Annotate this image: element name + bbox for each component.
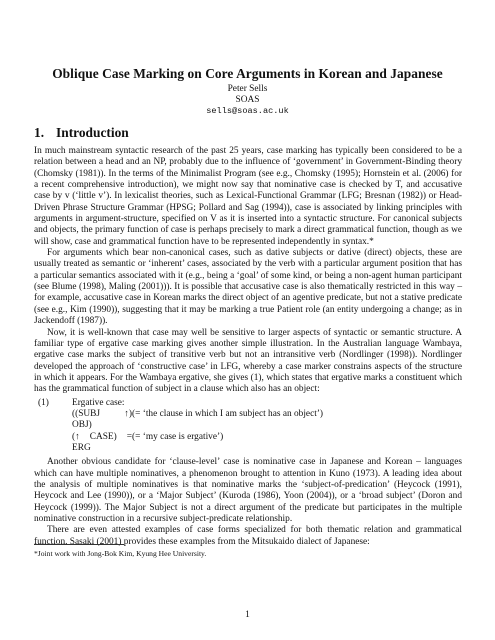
footnote-rule bbox=[34, 544, 124, 545]
author-email: sells@soas.ac.uk bbox=[206, 106, 289, 116]
paragraph: For arguments which bear non-canonical cases, such as dative subjects or dative (direct) objects, these are usually treated as semantic or ‘inherent’ cases, associated by the verb with a particular argument position that has a particular semantics associated with it (e.g., being a ‘goal’ of some kind, or being a non-agent human participant (see Blume (1998), Maling (2001))). It is possible that accusative case is also thematically restricted in this way – for example, accusative case in Korean marks the direct object of an agentive predicate, but not a stative predicate (see e.g., Kim (1990)), suggesting that it may be marking a true Patient role (an entity undergoing a change; as in Jackendoff (1987)). bbox=[34, 248, 462, 327]
footnote: *Joint work with Jong-Bok Kim, Kyung Hee University. bbox=[34, 549, 207, 558]
example-number: (1) bbox=[38, 397, 49, 408]
example-rule bbox=[34, 432, 462, 455]
example-rule bbox=[34, 409, 462, 432]
author-name: Peter Sells bbox=[227, 84, 268, 94]
author-affiliation: SOAS bbox=[235, 95, 260, 105]
paragraph: Now, it is well-known that case may well be sensitive to larger aspects of syntactic or semantic structure. A familiar type of ergative case marking gives another simple illustration. In the Australian language Wambaya, ergative case marks the subject of transitive verb but not an intransitive verb (Nordlinger (1998)). Nordlinger developed the approach of ‘constructive case’ in LFG, whereby a case marker constrains aspects of the structure in which it appears. For the Wambaya ergative, she gives (1), which states that ergative marks a constituent which has the grammatical function of subject in a clause which also has an object: bbox=[34, 327, 462, 395]
section-heading bbox=[34, 125, 129, 141]
paragraph: In much mainstream syntactic research of the past 25 years, case marking has typically been considered to be a relation between a head and an NP, probably due to the influence of ‘government’ in Government-Binding theory (Chomsky (1981)). In the terms of the Minimalist Program (see e.g., Chomsky (1995); Hornstein et al. (2006) for a recent comprehensive introduction), we might now say that nominative case is checked by T, and accusative case by v (‘little v’). In lexicalist theories, such as Lexical-Functional Grammar (LFG; Bresnan (1982)) or Head-Driven Phrase Structure Grammar (HPSG; Pollard and Sag (1994)), case is associated by linking principles with arguments in argument-structure, specified on V as it is inserted into a syntactic structure. For canonical subjects and objects, the primary function of case is perhaps precisely to mark a direct grammatical function, though as we will show, case and grammatical function have to be represented independently in syntax.* bbox=[34, 146, 462, 247]
rule-expression: (↑ CASE) = ERG bbox=[72, 431, 132, 453]
example-block bbox=[34, 398, 462, 455]
section-number: 1. bbox=[34, 125, 45, 140]
page-number: 1 bbox=[245, 610, 250, 620]
paragraph: There are even attested examples of case forms specialized for both thematic relation and grammatical function. Sasaki (2001) provides these examples from the Mitsukaido dialect of Japanese: bbox=[34, 525, 462, 547]
rule-gloss: (= ‘the clause in which I am subject has an object’) bbox=[132, 408, 324, 419]
section-title: Introduction bbox=[56, 125, 129, 140]
paragraph: Another obvious candidate for ‘clause-level’ case is nominative case in Japanese and Korean – languages which can have multiple nominatives, a phenomenon brought to attention in Kuno (1973). A leading idea about the analysis of multiple nominatives is that nominative marks the ‘subject-of-predication’ (Heycock (1991), Heycock and Lee (1990)), or a ‘Major Subject’ (Kuroda (1986), Yoon (2004)), or a ‘broad subject’ (Doron and Heycock (1999)). The Major Subject is not a direct argument of the predicate but participates in the multiple nominative construction in a recursive subject-predicate relationship. bbox=[34, 457, 462, 524]
rule-gloss: (= ‘my case is ergative’) bbox=[132, 431, 224, 442]
paper-title: Oblique Case Marking on Core Arguments in Korean and Japanese bbox=[52, 66, 443, 81]
body-text bbox=[34, 146, 462, 548]
rule-expression: ((SUBJ ↑) OBJ) bbox=[72, 408, 132, 431]
example-label: Ergative case: bbox=[72, 397, 125, 408]
